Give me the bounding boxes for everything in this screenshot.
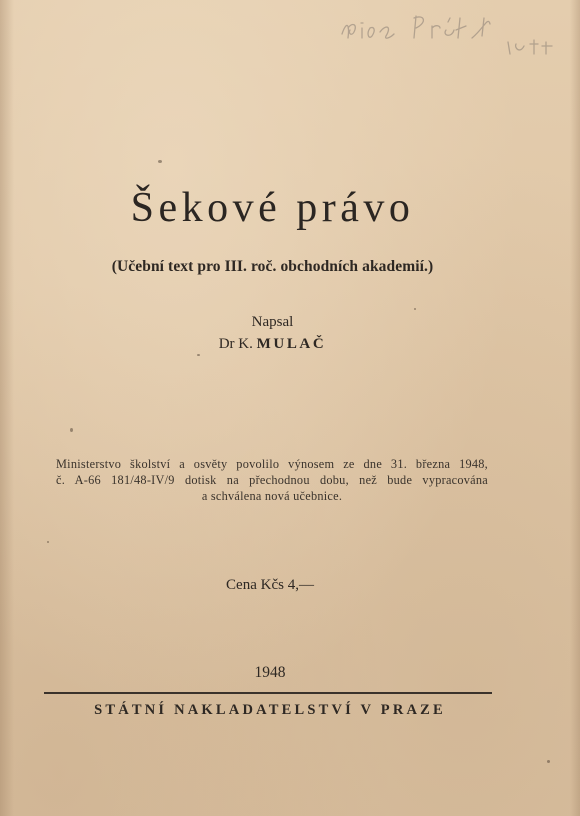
- publication-year: 1948: [254, 664, 286, 681]
- ministry-approval-notice: [56, 456, 488, 504]
- paper-speck: [197, 354, 200, 356]
- author-label: Napsal: [251, 314, 294, 330]
- author-name: MULAČ: [256, 336, 327, 352]
- divider-rule: [44, 692, 492, 694]
- paper-speck: [70, 428, 73, 432]
- handwritten-pencil-note: [338, 8, 560, 56]
- paper-speck: [547, 760, 550, 763]
- book-subtitle: (Učební text pro III. roč. obchodních akademií.): [111, 258, 434, 275]
- paper-speck: [414, 308, 416, 310]
- author-prefix: Dr K.: [218, 336, 253, 352]
- notice-line: Ministerstvo školství a osvěty povolilo výnosem ze dne 31. března 1948,: [56, 457, 488, 471]
- price-label: Cena Kčs 4,—: [226, 577, 314, 593]
- paper-speck: [158, 160, 162, 163]
- paper-speck: [47, 541, 49, 543]
- author-line: [0, 336, 545, 353]
- notice-line: a schválena nová učebnice.: [201, 489, 343, 503]
- notice-line: č. A-66 181/48-IV/9 dotisk na přechodnou dobu, než bude vypracována: [56, 473, 488, 487]
- book-title: Šekové právo: [130, 185, 415, 231]
- publisher-name: STÁTNÍ NAKLADATELSTVÍ V PRAZE: [94, 702, 446, 718]
